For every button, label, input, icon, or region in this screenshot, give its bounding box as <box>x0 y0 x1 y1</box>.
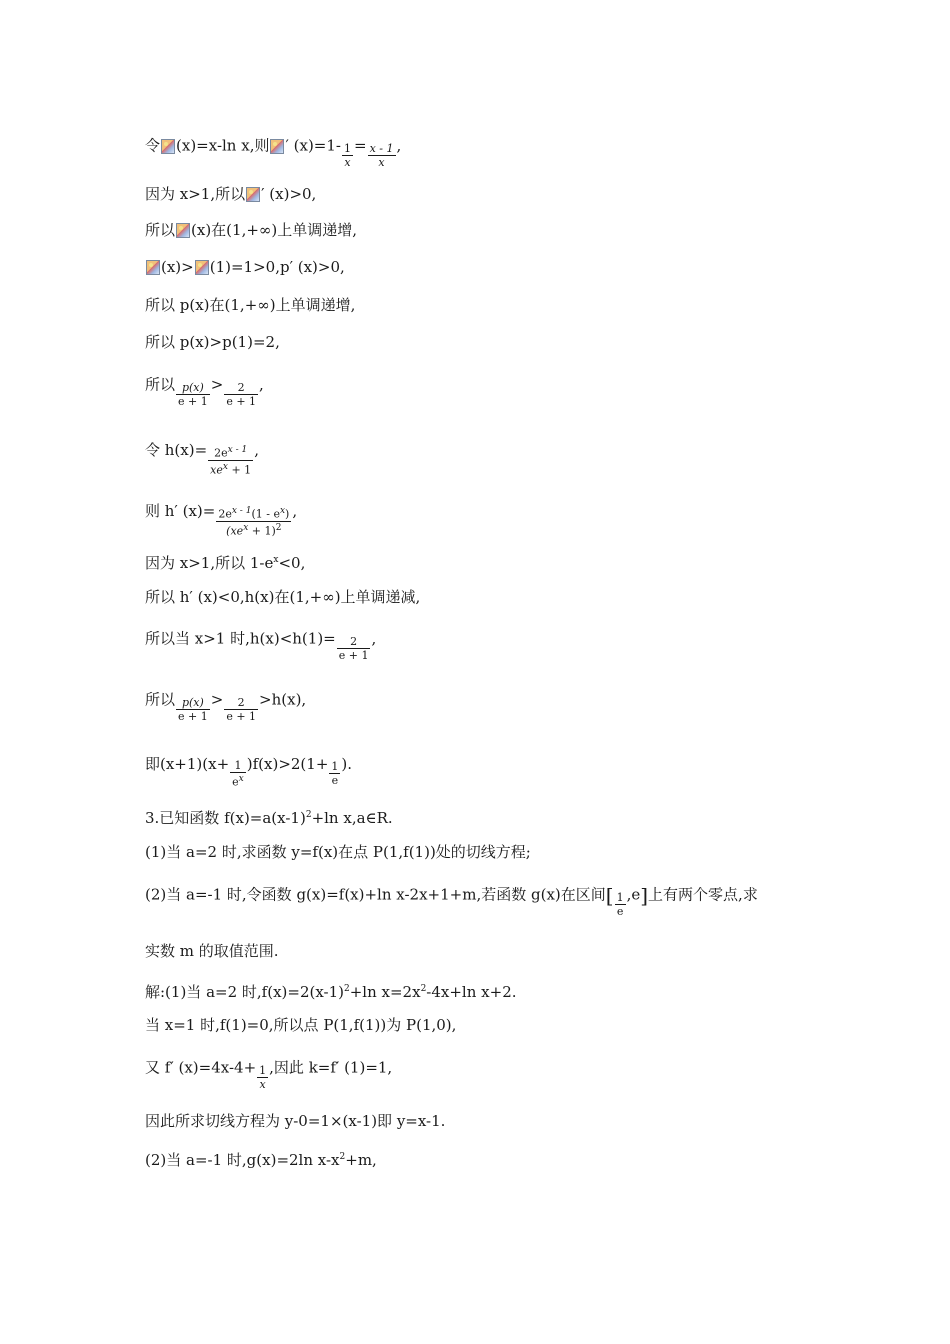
line-18: 实数 m 的取值范围. <box>145 942 279 960</box>
image-placeholder-icon <box>176 223 190 238</box>
image-placeholder-icon <box>270 139 284 154</box>
line-6: 所以 p(x)>p(1)=2, <box>145 333 280 351</box>
fraction: $\frac{2e^{x - 1}}{xe^x + 1}$ <box>210 445 252 477</box>
fraction: $\frac{1}{x}$ <box>344 142 351 169</box>
line-7: 所以 $\frac{p(x)}{e + 1}$ > $\frac{2}{e + 1}$ , <box>145 375 264 408</box>
fraction: $\frac{1}{x}$ <box>259 1064 267 1091</box>
line-19: 解:(1)当 a=2 时$,f(x)=2(x-1)^2+\ln$ $x=2x^2-4x+\ln$ x+2. <box>145 983 517 1001</box>
line-15: 3.已知函数 $f(x)=a(x-1)^2+\ln$ x,a∈R. <box>145 809 393 827</box>
fraction: $\frac{2}{e + 1}$ <box>226 381 257 408</box>
fraction: $\frac{1}{e^x}$ <box>232 759 244 789</box>
line-4: (x)> (1)=1>0,p′ (x)>0, <box>145 258 345 276</box>
image-placeholder-icon <box>161 139 175 154</box>
fraction: $\frac{2e^{x - 1}(1 - e^x)}{(xe^x + 1)^2}$ <box>218 506 290 538</box>
line-12: 所以当 x>1 时,h(x)<h(1)= $\frac{2}{e + 1}$ , <box>145 629 377 662</box>
image-placeholder-icon <box>246 187 260 202</box>
line-22: 因此所求切线方程为 y-0=1×(x-1)即 y=x-1. <box>145 1112 446 1130</box>
line-20: 当 x=1 时,f(1)=0,所以点 P(1,f(1))为 P(1,0), <box>145 1016 457 1034</box>
line-10: 因为 x>1,所以 $1-e^x<0$, <box>145 554 306 572</box>
line-11: 所以 h′ (x)<0,h(x)在(1,+∞)上单调递减, <box>145 588 421 606</box>
fraction: $\frac{p(x)}{e + 1}$ <box>178 696 208 723</box>
line-16: (1)当 a=2 时,求函数 y=f(x)在点 P(1,f(1))处的切线方程; <box>145 843 531 861</box>
line-3: 所以 (x)在(1,+∞)上单调递增, <box>145 221 358 239</box>
line-1: 令 (x)=x-ln x,则 ′ (x)=1- $\frac{1}{x}$ = $\frac{x - 1}{x}$ , <box>145 136 402 169</box>
fraction: $\frac{p(x)}{e + 1}$ <box>178 381 208 408</box>
fraction: $\frac{2}{e + 1}$ <box>338 635 369 662</box>
fraction: $\frac{1}{e}$ <box>616 891 624 918</box>
line-17: (2)当 a=-1 时,令函数 g(x)=f(x)+ln x-2x+1+m,若函数 g(x)在区间[ $\frac{1}{e}$ ,e]上有两个零点,求 <box>145 883 758 918</box>
line-2: 因为 x>1,所以 ′ (x)>0, <box>145 185 317 203</box>
line-13: 所以 $\frac{p(x)}{e + 1}$ > $\frac{2}{e + 1}$ >h(x), <box>145 690 307 723</box>
fraction: $\frac{2}{e + 1}$ <box>226 696 257 723</box>
fraction: $\frac{x - 1}{x}$ <box>369 142 394 169</box>
line-14: 即(x+1)(x+ $\frac{1}{e^x}$ )f(x)>2(1+ $\frac{1}{e}$ ). <box>145 754 353 789</box>
line-8: 令 h(x)= $\frac{2e^{x - 1}}{xe^x + 1}$ , <box>145 441 259 477</box>
line-5: 所以 p(x)在(1,+∞)上单调递增, <box>145 296 356 314</box>
line-23: (2)当 a=-1 时,g(x)=2ln $x-x^2+m$, <box>145 1151 377 1169</box>
line-9: 则 h′ (x)= $\frac{2e^{x - 1}(1 - e^x)}{(xe^x + 1)^2}$ , <box>145 502 298 538</box>
image-placeholder-icon <box>195 260 209 275</box>
fraction: $\frac{1}{e}$ <box>331 760 339 788</box>
line-21: 又 f′ (x)=4x-4+ $\frac{1}{x}$ ,因此 k=f′ (1)=1, <box>145 1058 393 1091</box>
image-placeholder-icon <box>146 260 160 275</box>
